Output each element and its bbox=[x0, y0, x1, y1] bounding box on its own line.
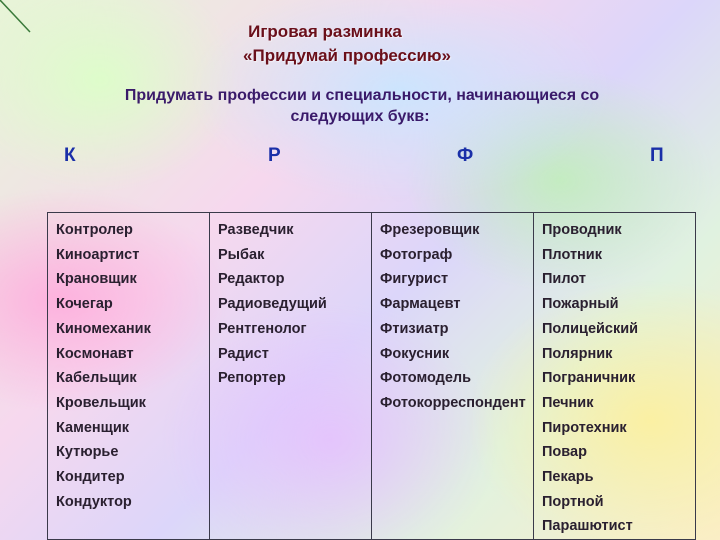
profession-item: Парашютист bbox=[542, 518, 633, 535]
profession-item: Фигурист bbox=[380, 271, 449, 288]
professions-table bbox=[47, 212, 696, 540]
profession-item: Пилот bbox=[542, 271, 586, 288]
profession-item: Кондитер bbox=[56, 469, 125, 486]
profession-item: Плотник bbox=[542, 246, 602, 263]
profession-item: Портной bbox=[542, 493, 604, 510]
profession-item: Кондуктор bbox=[56, 493, 132, 510]
letter-p: П bbox=[650, 145, 664, 166]
instruction-line-2: следующих букв: bbox=[290, 108, 430, 125]
profession-item: Фтизиатр bbox=[380, 320, 449, 337]
letter-f: Ф bbox=[457, 145, 474, 166]
profession-item: Пиротехник bbox=[542, 419, 627, 436]
profession-item: Фотомодель bbox=[380, 370, 472, 387]
letter-r: Р bbox=[268, 145, 281, 166]
profession-item: Полицейский bbox=[542, 320, 639, 337]
profession-item: Повар bbox=[542, 444, 587, 461]
profession-item: Полярник bbox=[542, 345, 613, 362]
profession-list-r bbox=[218, 218, 365, 391]
profession-item: Рентгенолог bbox=[218, 320, 307, 337]
slide-title: Игровая разминка bbox=[248, 22, 402, 41]
profession-item: Репортер bbox=[218, 370, 286, 387]
profession-item: Кочегар bbox=[56, 296, 113, 313]
profession-item: Космонавт bbox=[56, 345, 134, 362]
profession-list-f bbox=[380, 218, 527, 415]
column-k bbox=[48, 213, 210, 540]
profession-item: Разведчик bbox=[218, 222, 294, 238]
instruction-line-1: Придумать профессии и специальности, начинающиеся со bbox=[124, 87, 600, 104]
profession-item: Фотограф bbox=[380, 246, 453, 263]
profession-item: Рыбак bbox=[218, 246, 265, 263]
table-row bbox=[48, 213, 696, 540]
profession-item: Киномеханик bbox=[56, 320, 151, 337]
profession-item: Фотокорреспондент bbox=[380, 394, 526, 411]
profession-item: Кабельщик bbox=[56, 370, 137, 387]
profession-item: Контролер bbox=[56, 222, 133, 238]
profession-list-k bbox=[56, 218, 203, 514]
slide-subtitle: «Придумай профессию» bbox=[243, 46, 451, 65]
profession-item: Проводник bbox=[542, 222, 622, 238]
profession-item: Киноартист bbox=[56, 246, 140, 263]
profession-item: Радиоведущий bbox=[218, 296, 327, 313]
profession-item: Пожарный bbox=[542, 296, 619, 313]
profession-item: Кутюрье bbox=[56, 444, 119, 461]
column-f bbox=[372, 213, 534, 540]
profession-item: Каменщик bbox=[56, 419, 130, 436]
column-r bbox=[210, 213, 372, 540]
profession-item: Фармацевт bbox=[380, 296, 461, 313]
profession-item: Пограничник bbox=[542, 370, 636, 387]
profession-item: Фокусник bbox=[380, 345, 450, 362]
profession-item: Пекарь bbox=[542, 469, 594, 486]
letter-k: К bbox=[64, 145, 76, 166]
profession-item: Печник bbox=[542, 394, 594, 411]
profession-item: Радист bbox=[218, 345, 269, 362]
profession-item: Редактор bbox=[218, 271, 285, 288]
column-p bbox=[534, 213, 696, 540]
profession-item: Фрезеровщик bbox=[380, 222, 480, 238]
profession-item: Кровельщик bbox=[56, 394, 146, 411]
profession-item: Крановщик bbox=[56, 271, 137, 288]
profession-list-p bbox=[542, 218, 689, 539]
